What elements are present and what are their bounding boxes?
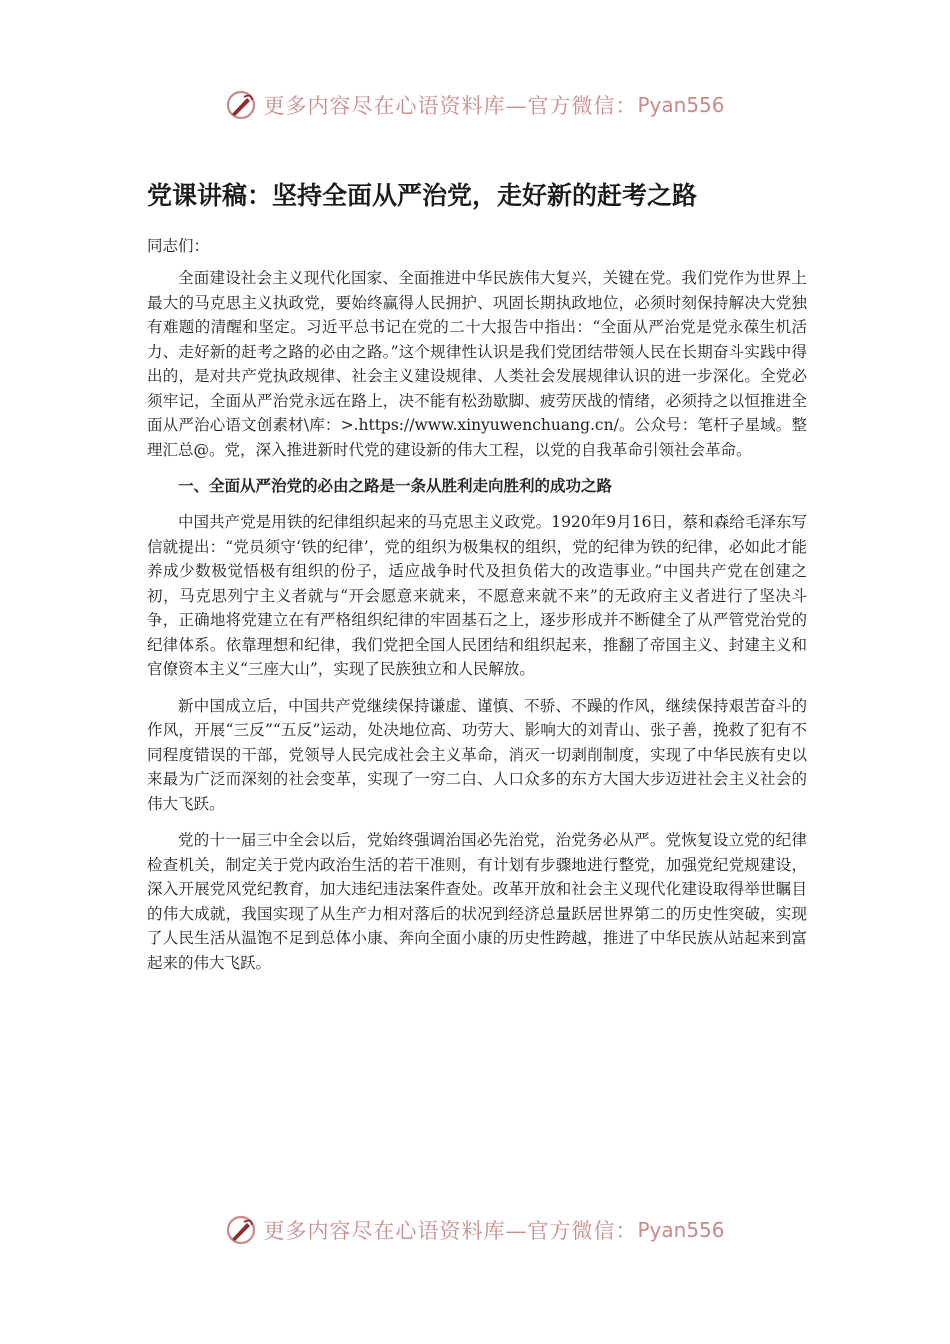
quill-logo-icon xyxy=(225,89,257,121)
section1-paragraph-1: 中国共产党是用铁的纪律组织起来的马克思主义政党。1920年9月16日，蔡和森给毛泽东写信就提出：“党员须守‘铁的纪律’，党的组织为极集权的组织，党的纪律为铁的纪律，必如此才能养成少数极觉悟极有组织的份子，适应战争时代及担负偌大的改造事业。”中国共产党在创建之初，马克思列宁主义者就与“开会愿意来就来，不愿意来就不来”的无政府主义者进行了坚决斗争，正确地将党建立在有严格组织纪律的牢固基石之上，逐步形成并不断健全了从严管党治党的纪律体系。依靠理想和纪律，我们党把全国人民团结和组织起来，推翻了帝国主义、封建主义和官僚资本主义“三座大山”，实现了民族独立和人民解放。 xyxy=(147,513,807,678)
header-banner-text: 更多内容尽在心语资料库—官方微信： xyxy=(263,94,638,118)
intro-paragraph: 全面建设社会主义现代化国家、全面推进中华民族伟大复兴，关键在党。我们党作为世界上最大的马克思主义执政党，要始终赢得人民拥护、巩固长期执政地位，必须时刻保持解决大党独有难题的清醒和坚定。习近平总书记在党的二十大报告中指出：“全面从严治党是党永葆生机活力、走好新的赶考之路的必由之路。”这个规律性认识是我们党团结带领人民在长期奋斗实践中得出的，是对共产党执政规律、社会主义建设规律、人类社会发展规律认识的进一步深化。全党必须牢记，全面从严治党永远在路上，决不能有松劲歇脚、疲劳厌战的情绪，必须持之以恒推进全面从严治心语文创素材\库：>.https://www.xinyuwenchuang.cn/。公众号：笔杆子星域。整理汇总@。党，深入推进新时代党的建设新的伟大工程，以党的自我革命引领社会革命。 xyxy=(147,269,807,459)
document-title: 党课讲稿：坚持全面从严治党，走好新的赶考之路 xyxy=(147,181,698,210)
document-body xyxy=(147,234,807,987)
greeting: 同志们： xyxy=(147,237,210,255)
header-watermark-banner xyxy=(0,85,950,125)
footer-watermark-banner xyxy=(0,1210,950,1250)
section1-paragraph-3: 党的十一届三中全会以后，党始终强调治国必先治党，治党务必从严。党恢复设立党的纪律检查机关，制定关于党内政治生活的若干准则，有计划有步骤地进行整党，加强党纪党规建设，深入开展党风党纪教育，加大违纪违法案件查处。改革开放和社会主义现代化建设取得举世瞩目的伟大成就，我国实现了从生产力相对落后的状况到经济总量跃居世界第二的历史性突破，实现了人民生活从温饱不足到总体小康、奔向全面小康的历史性跨越，推进了中华民族从站起来到富起来的伟大飞跃。 xyxy=(147,831,807,972)
footer-banner-text: 更多内容尽在心语资料库—官方微信： xyxy=(263,1219,638,1243)
header-banner-wechat-id: Pyan556 xyxy=(637,93,725,117)
section1-paragraph-2: 新中国成立后，中国共产党继续保持谦虚、谨慎、不骄、不躁的作风，继续保持艰苦奋斗的作风，开展“三反”“五反”运动，处决地位高、功劳大、影响大的刘青山、张子善，挽救了犯有不同程度错误的干部，党领导人民完成社会主义革命，消灭一切剥削制度，实现了中华民族有史以来最为广泛而深刻的社会变革，实现了一穷二白、人口众多的东方大国大步迈进社会主义社会的伟大飞跃。 xyxy=(147,696,807,813)
section-heading-1: 一、全面从严治党的必由之路是一条从胜利走向胜利的成功之路 xyxy=(178,477,613,495)
quill-logo-icon xyxy=(225,1214,257,1246)
footer-banner-wechat-id: Pyan556 xyxy=(637,1218,725,1242)
